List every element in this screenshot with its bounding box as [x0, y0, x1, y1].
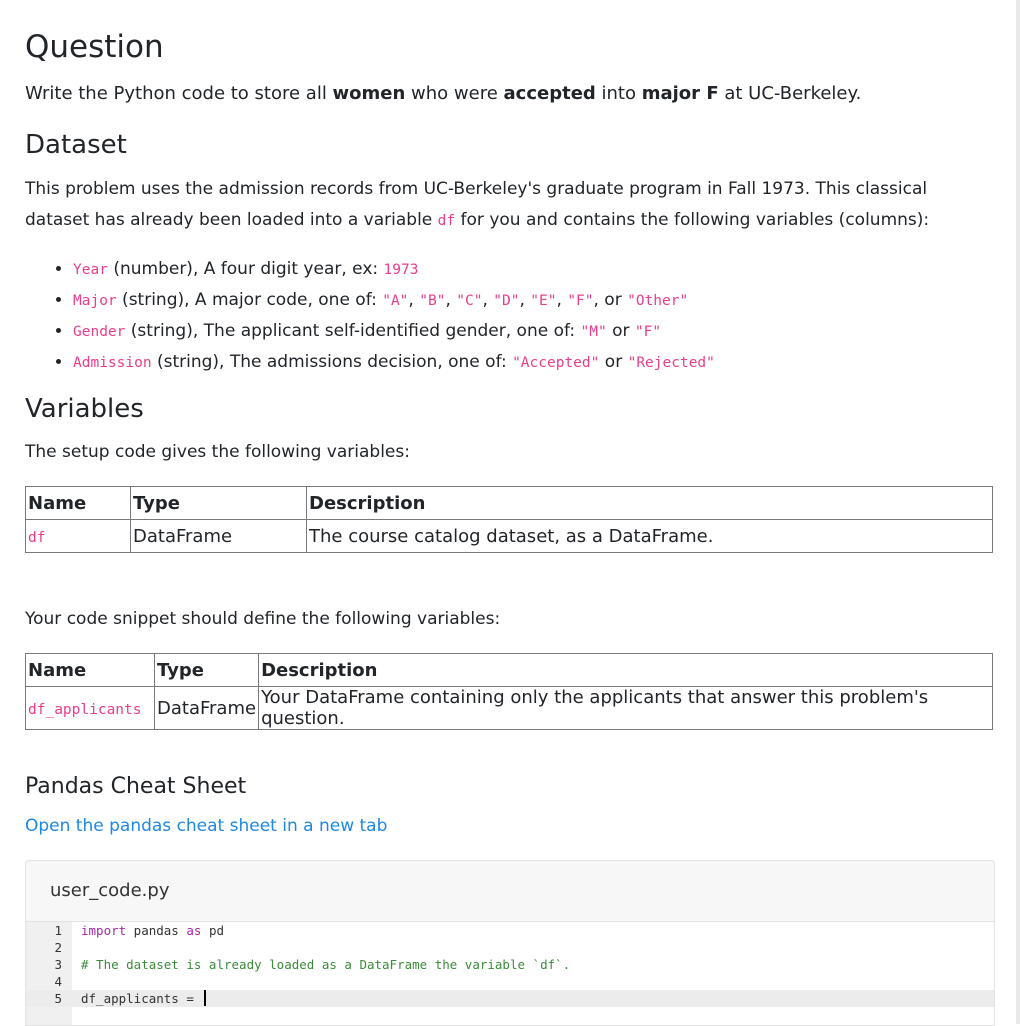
var-example: "B"	[419, 293, 446, 309]
question-text-part: who were	[405, 83, 504, 104]
var-example: "F"	[567, 293, 594, 309]
var-desc: (string), The admissions decision, one of:	[151, 352, 513, 372]
code-line[interactable]	[26, 922, 994, 939]
var-name: Admission	[73, 355, 152, 371]
table-cell-name	[26, 520, 131, 553]
list-item-major: • Major (string), A major code, one of: "A", "B", "C", "D", "E", "F", or "Other"	[73, 285, 715, 316]
list-item-year	[73, 254, 715, 285]
editor-filename: user_code.py	[26, 861, 994, 922]
keyword: as	[186, 923, 202, 938]
var-name: Year	[73, 262, 108, 278]
code-comment: # The dataset is already loaded as a DataFrame the variable `df`.	[81, 957, 571, 972]
code-line-active[interactable]	[26, 990, 994, 1007]
var-or: , or	[593, 290, 628, 310]
var-example: "F"	[634, 324, 662, 340]
table-row	[26, 520, 993, 553]
column-header-name: Name	[26, 654, 155, 687]
table-cell-type: DataFrame	[131, 520, 307, 553]
pandas-cheat-sheet-link[interactable]: Open the pandas cheat sheet in a new tab	[25, 816, 388, 836]
var-name: df	[28, 529, 46, 546]
var-example: "D"	[493, 293, 520, 309]
setup-variables-table	[25, 486, 993, 553]
question-bold-women: women	[332, 83, 406, 104]
dataset-heading: Dataset	[25, 130, 127, 160]
question-text	[25, 80, 861, 107]
table-cell-name	[26, 687, 155, 730]
var-name: Major	[73, 293, 117, 309]
question-bold-accepted: accepted	[503, 83, 596, 104]
code-text: pd	[201, 923, 225, 938]
keyword: import	[81, 923, 127, 938]
table-cell-description: The course catalog dataset, as a DataFrame.	[307, 520, 993, 553]
dataset-text-part: for you and contains the following variables (columns):	[455, 210, 930, 230]
var-example: "A"	[382, 293, 409, 309]
line-number: 2	[54, 940, 62, 955]
dataset-description	[25, 174, 993, 237]
var-example: "Accepted"	[512, 355, 600, 371]
scrollbar[interactable]	[1016, 0, 1020, 1024]
variables-heading: Variables	[25, 394, 144, 424]
line-number: 5	[54, 991, 62, 1006]
var-or: or	[599, 352, 628, 372]
code-line[interactable]	[26, 939, 994, 956]
var-example: "E"	[530, 293, 557, 309]
column-header-type: Type	[155, 654, 259, 687]
question-text-part: at UC-Berkeley.	[718, 83, 862, 104]
var-name: Gender	[73, 324, 126, 340]
var-or: or	[606, 321, 635, 341]
var-desc: (string), A major code, one of:	[116, 290, 383, 310]
code-text: pandas	[126, 923, 187, 938]
line-content	[81, 922, 224, 939]
define-variables-text: Your code snippet should define the following variables:	[25, 609, 501, 629]
editor-body[interactable]	[26, 922, 994, 1025]
question-bold-major: major F	[641, 83, 719, 104]
var-desc: (string), The applicant self-identified gender, one of:	[125, 321, 581, 341]
question-text-part: into	[595, 83, 642, 104]
var-example: "Rejected"	[627, 355, 715, 371]
line-number: 1	[54, 923, 62, 938]
table-header-row	[26, 654, 993, 687]
text-cursor	[204, 990, 206, 1006]
question-heading: Question	[25, 29, 164, 65]
code-line[interactable]	[26, 973, 994, 990]
code-editor	[25, 860, 995, 1026]
dataset-text-part: This problem uses the admission records from UC-Berkeley's graduate program in Fall 1973. This classical dataset has already been loaded into a variable	[25, 179, 928, 230]
var-example: "C"	[456, 293, 483, 309]
var-example: "Other"	[627, 293, 689, 309]
line-number: 3	[54, 957, 62, 972]
list-item-gender	[73, 316, 715, 347]
var-example: "M"	[580, 324, 607, 340]
line-content	[81, 990, 206, 1007]
code-text: df_applicants =	[81, 991, 202, 1006]
column-header-name: Name	[26, 487, 131, 520]
pandas-heading: Pandas Cheat Sheet	[25, 774, 247, 799]
table-cell-type: DataFrame	[155, 687, 259, 730]
column-header-type: Type	[131, 487, 307, 520]
var-name: df_applicants	[28, 701, 142, 718]
dataset-variable-list	[25, 254, 715, 378]
define-variables-table	[25, 653, 993, 730]
inline-code-df: df	[437, 213, 456, 229]
setup-variables-text: The setup code gives the following variables:	[25, 442, 410, 462]
line-number: 4	[54, 974, 62, 989]
column-header-description: Description	[307, 487, 993, 520]
var-desc: (number), A four digit year, ex:	[107, 259, 384, 279]
list-item-admission	[73, 347, 715, 378]
table-header-row	[26, 487, 993, 520]
var-example: 1973	[383, 262, 419, 278]
code-line[interactable]	[26, 956, 994, 973]
column-header-description: Description	[259, 654, 993, 687]
table-cell-description: Your DataFrame containing only the applicants that answer this problem's question.	[259, 687, 993, 730]
table-row	[26, 687, 993, 730]
question-text-part: Write the Python code to store all	[25, 83, 333, 104]
